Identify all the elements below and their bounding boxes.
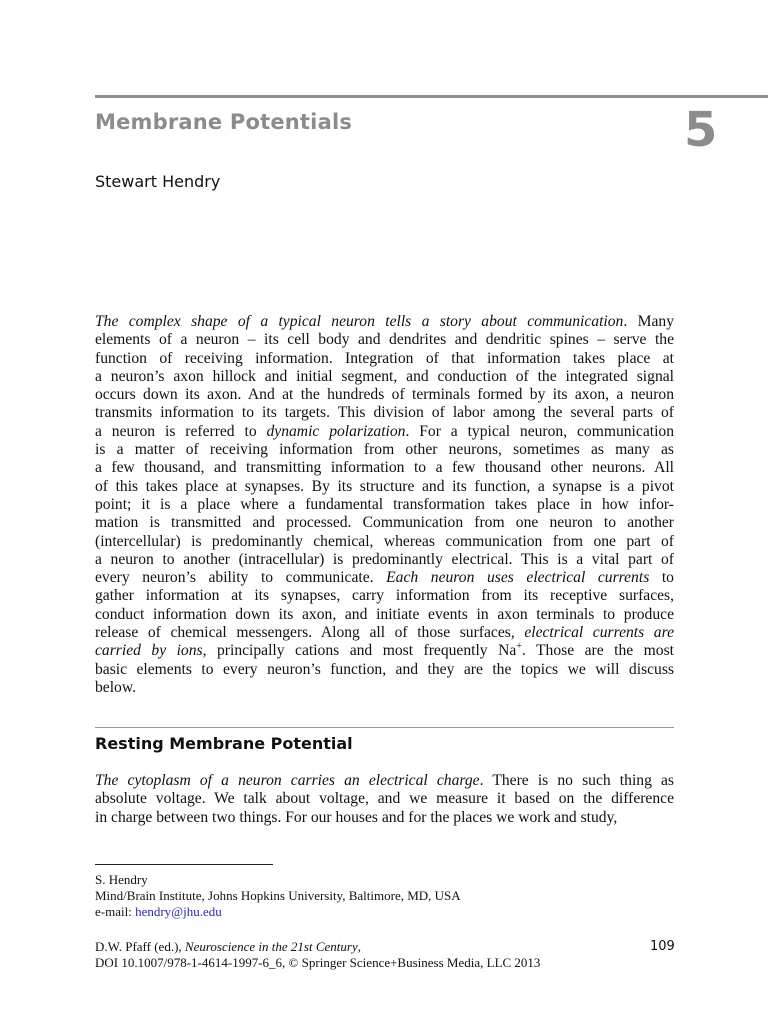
text-run: basic elements to every neuron’s function, and they are the topics we will discuss xyxy=(95,660,674,678)
text-run: every neuron’s ability to communicate. xyxy=(95,569,387,587)
text-run: a few thousand, and transmitting information to a few thousand other neurons. All xyxy=(95,459,674,477)
text-line xyxy=(95,772,674,790)
section-heading: Resting Membrane Potential xyxy=(95,734,353,753)
text-run: is a matter of receiving information from other neurons, sometimes as many as xyxy=(95,441,674,459)
footnote-affiliation: Mind/Brain Institute, Johns Hopkins University, Baltimore, MD, USA xyxy=(95,888,461,903)
email-label: e-mail: xyxy=(95,904,136,919)
footnote-email-line xyxy=(95,904,222,920)
text-line xyxy=(95,679,674,697)
text-line xyxy=(95,661,674,679)
email-link[interactable]: hendry@jhu.edu xyxy=(135,904,222,919)
text-run: point; it is a place where a fundamental transformation takes place in how infor- xyxy=(95,495,674,513)
text-line xyxy=(95,478,674,496)
text-line xyxy=(95,642,674,660)
page-number: 109 xyxy=(650,939,675,954)
emphasis-text: dynamic polarization xyxy=(266,422,406,440)
text-line xyxy=(95,624,674,642)
text-line xyxy=(95,569,674,587)
section-divider xyxy=(95,727,674,728)
text-run: a neuron is referred to xyxy=(95,422,267,440)
text-line xyxy=(95,533,674,551)
text-line xyxy=(95,459,674,477)
text-run: . There is no such thing as xyxy=(479,772,674,789)
chapter-author: Stewart Hendry xyxy=(95,172,221,191)
text-line xyxy=(95,313,674,331)
text-run: conduct information down its axon, and initiate events in axon terminals to produce xyxy=(95,605,674,623)
text-run: to xyxy=(649,569,674,587)
chapter-number: 5 xyxy=(684,102,718,158)
emphasis-text: The complex shape of a typical neuron tells a story about communication xyxy=(95,313,624,330)
text-line xyxy=(95,551,674,569)
text-line xyxy=(95,423,674,441)
citation-line xyxy=(95,939,361,955)
footnote-rule xyxy=(95,864,273,865)
text-run: transmits information to its targets. This division of labor among the several parts of xyxy=(95,404,674,422)
text-run: a neuron to another (intracellular) is predominantly electrical. This is a vital part of xyxy=(95,550,674,568)
text-run: below. xyxy=(95,678,136,696)
emphasis-text: The cytoplasm of a neuron carries an electrical charge xyxy=(95,772,480,789)
text-run: release of chemical messengers. Along all of those surfaces, xyxy=(95,624,525,642)
text-line xyxy=(95,441,674,459)
text-line xyxy=(95,606,674,624)
citation-book: Neuroscience in the 21st Century xyxy=(184,939,358,954)
emphasis-text: Each neuron uses electrical currents xyxy=(386,569,650,587)
citation-editor: D.W. Pfaff (ed.), xyxy=(95,939,185,954)
text-line xyxy=(95,386,674,404)
emphasis-text: carried by ions xyxy=(95,642,203,660)
text-line xyxy=(95,496,674,514)
emphasis-text: electrical currents are xyxy=(524,624,675,642)
citation-doi: DOI 10.1007/978-1-4614-1997-6_6, © Springer Science+Business Media, LLC 2013 xyxy=(95,955,541,970)
text-line xyxy=(95,587,674,605)
text-run: mation is transmitted and processed. Communication from one neuron to another xyxy=(95,514,674,532)
text-run: . Many xyxy=(623,313,674,330)
citation-comma: , xyxy=(357,939,361,954)
text-run: function of receiving information. Integration of that information takes place at xyxy=(95,349,674,367)
text-line xyxy=(95,790,674,808)
text-run: of this takes place at synapses. By its structure and its function, a synapse is a pivot xyxy=(95,477,674,495)
chapter-title: Membrane Potentials xyxy=(95,110,353,134)
text-run: absolute voltage. We talk about voltage, and we measure it based on the difference xyxy=(95,790,674,808)
text-run: . For a typical neuron, communication xyxy=(405,422,674,440)
text-line xyxy=(95,368,674,386)
top-rule xyxy=(95,95,768,98)
superscript: + xyxy=(516,641,522,653)
text-line xyxy=(95,514,674,532)
footnote-name: S. Hendry xyxy=(95,872,148,887)
text-run: in charge between two things. For our houses and for the places we work and study, xyxy=(95,808,618,826)
text-line xyxy=(95,404,674,422)
text-run: a neuron’s axon hillock and initial segment, and conduction of the integrated signal xyxy=(95,367,674,385)
text-run: (intercellular) is predominantly chemical, whereas communication from one part of xyxy=(95,532,674,550)
intro-paragraph xyxy=(95,313,674,697)
text-line xyxy=(95,331,674,349)
text-run: , principally cations and most frequently Na xyxy=(202,642,517,660)
text-run: occurs down its axon. And at the hundreds of terminals formed by its axon, a neuron xyxy=(95,386,674,404)
text-run: gather information at its synapses, carry information from its receptive surfaces, xyxy=(95,587,674,605)
text-line xyxy=(95,809,674,827)
text-line xyxy=(95,350,674,368)
section-paragraph xyxy=(95,772,674,827)
text-run: . Those are the most xyxy=(521,642,674,660)
text-run: elements of a neuron – its cell body and dendrites and dendritic spines – serve the xyxy=(95,331,674,349)
